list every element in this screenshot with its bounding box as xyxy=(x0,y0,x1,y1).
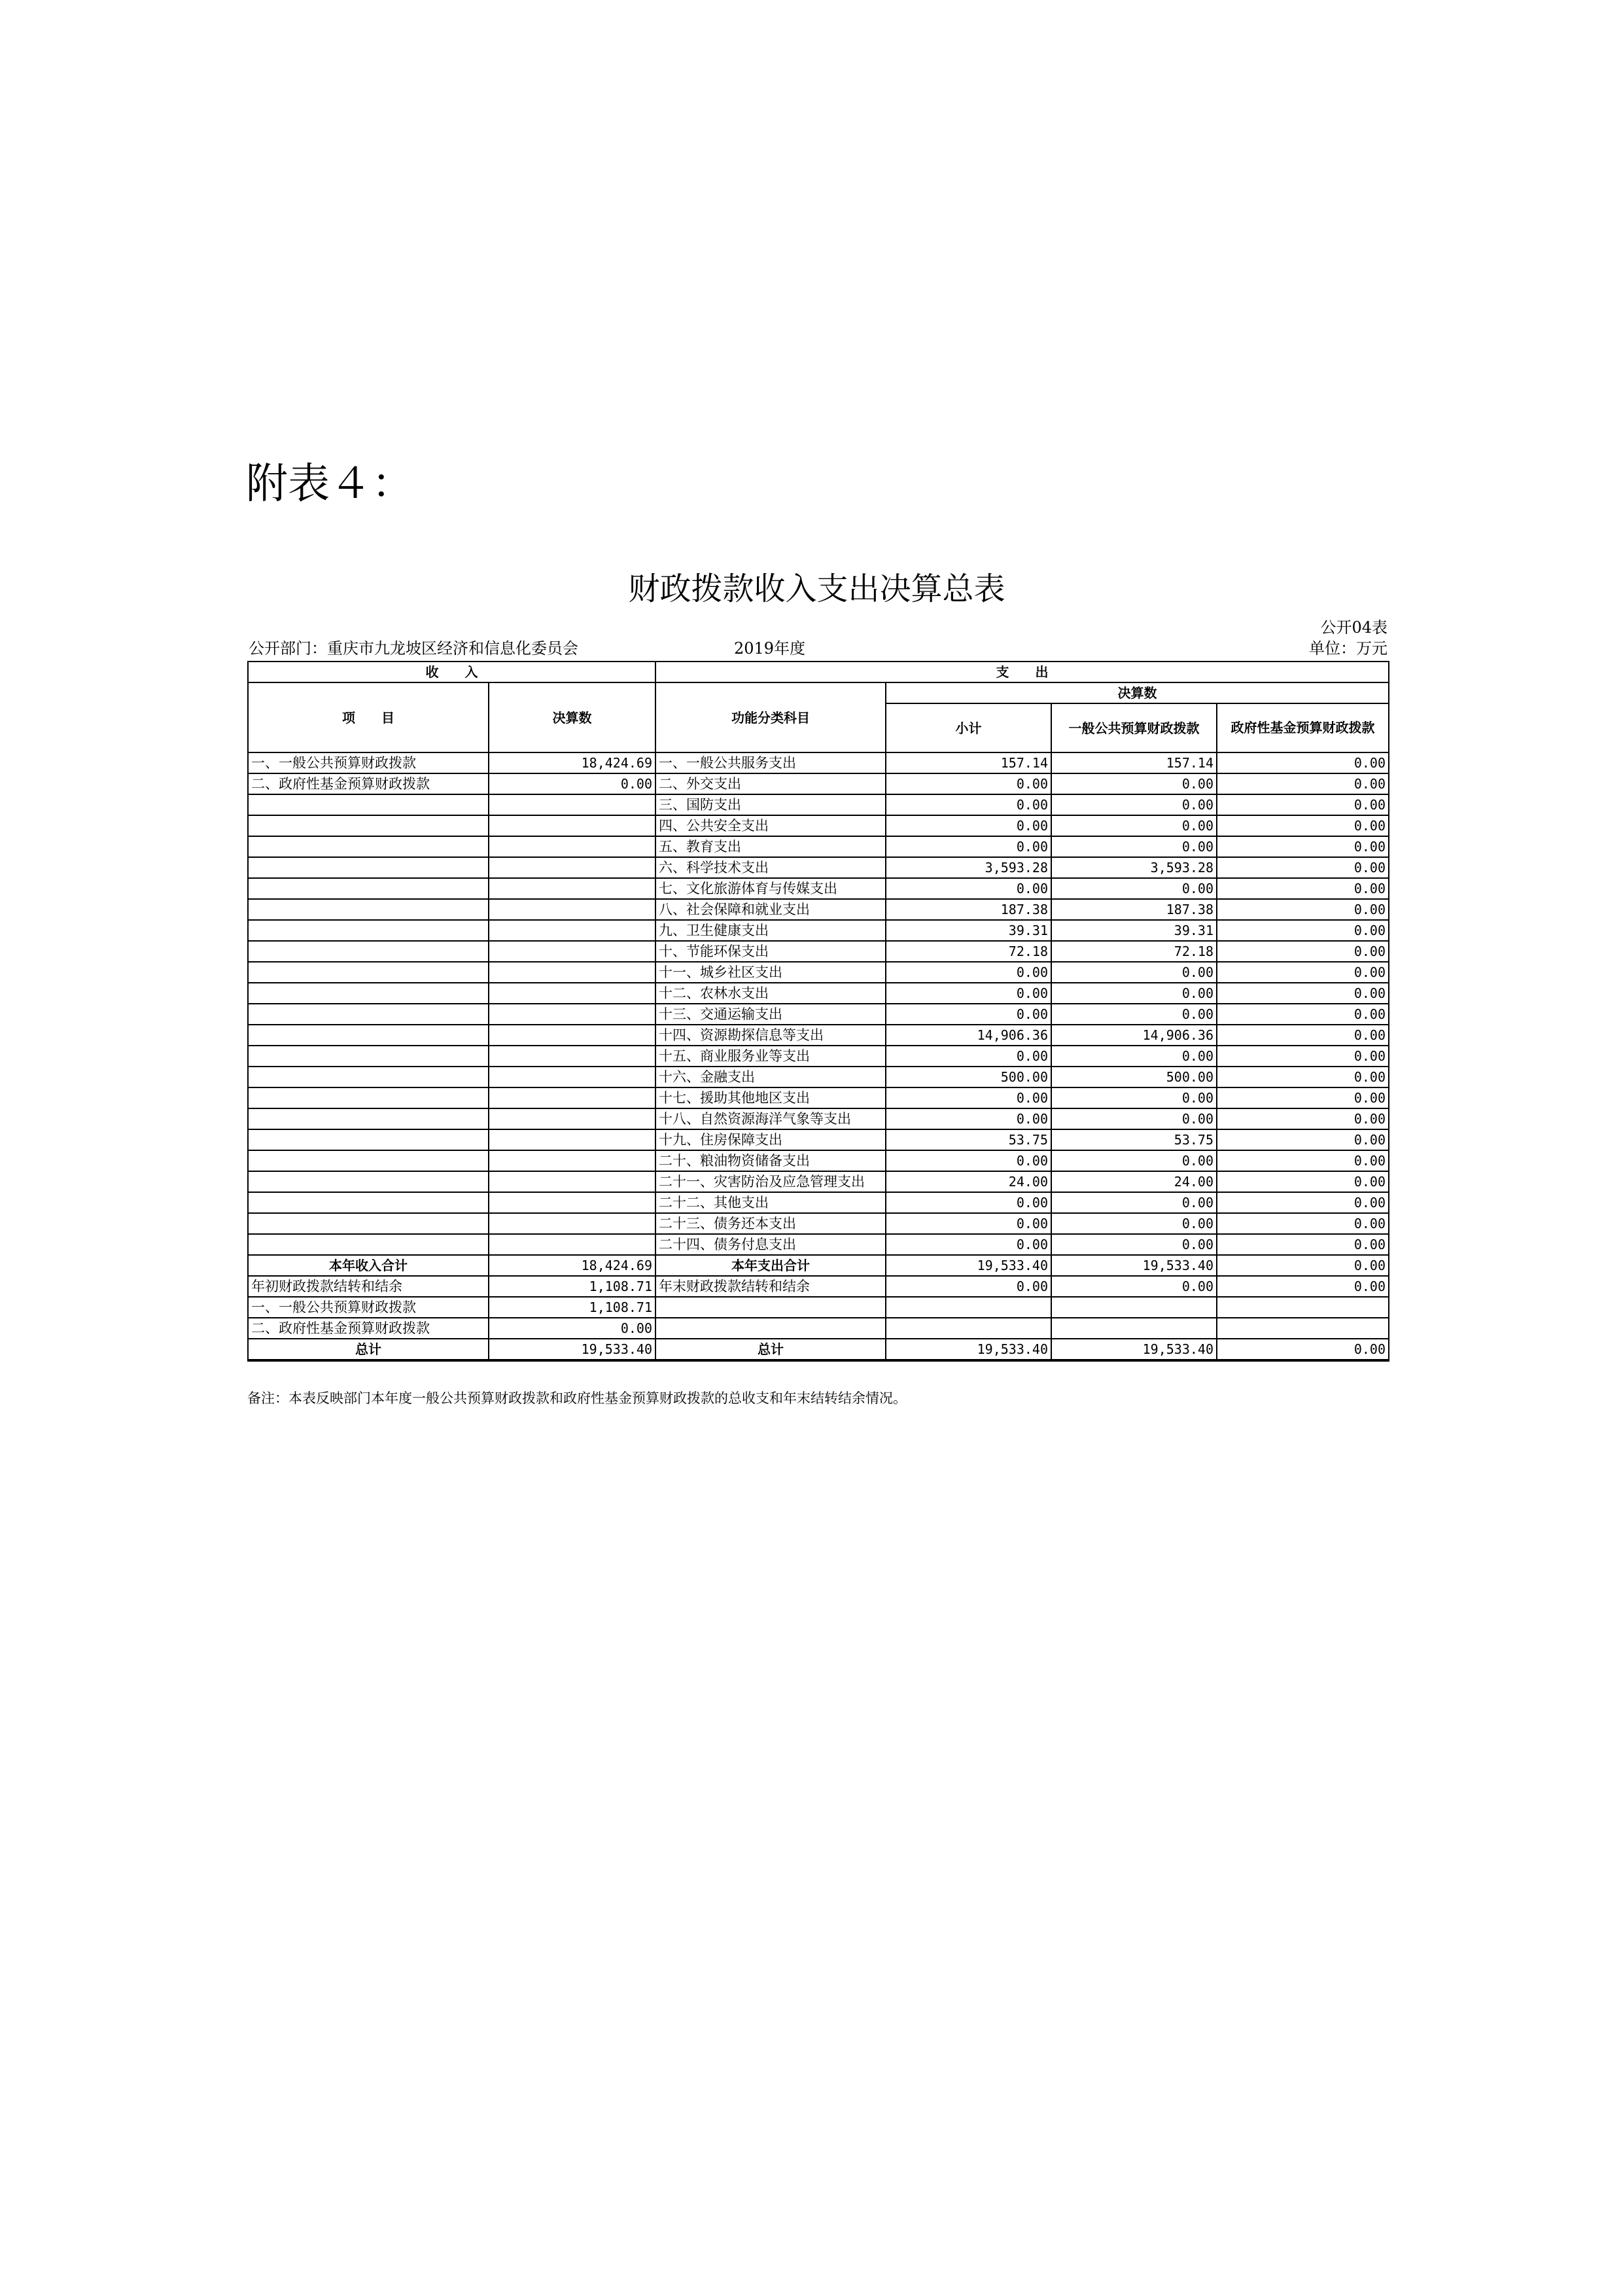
income-amount-cell xyxy=(489,836,655,857)
gov-fund-cell: 0.00 xyxy=(1217,1255,1389,1276)
general-budget-cell: 157.14 xyxy=(1051,752,1217,773)
income-amount-cell xyxy=(489,1025,655,1046)
income-item-cell xyxy=(248,1087,489,1108)
department-label: 公开部门：重庆市九龙坡区经济和信息化委员会 xyxy=(249,639,578,658)
expense-item-cell: 十六、金融支出 xyxy=(655,1067,886,1087)
income-item-cell xyxy=(248,815,489,836)
income-item-cell xyxy=(248,1150,489,1171)
table-row xyxy=(248,941,1389,962)
subtotal-cell: 187.38 xyxy=(886,899,1051,920)
subtotal-cell: 0.00 xyxy=(886,1004,1051,1025)
general-budget-cell: 0.00 xyxy=(1051,1150,1217,1171)
gov-fund-cell: 0.00 xyxy=(1217,773,1389,794)
subtotal-cell: 0.00 xyxy=(886,815,1051,836)
header-row-sub xyxy=(248,682,1389,703)
gov-fund-cell: 0.00 xyxy=(1217,920,1389,941)
gov-fund-cell: 0.00 xyxy=(1217,962,1389,983)
income-item-cell xyxy=(248,1192,489,1213)
subtotal-cell: 0.00 xyxy=(886,1234,1051,1255)
table-row xyxy=(248,1150,1389,1171)
expense-item-cell: 二、外交支出 xyxy=(655,773,886,794)
income-amount-cell xyxy=(489,1192,655,1213)
income-amount-cell: 1,108.71 xyxy=(489,1297,655,1318)
expense-item-cell: 十二、农林水支出 xyxy=(655,983,886,1004)
gov-fund-cell: 0.00 xyxy=(1217,899,1389,920)
footnote: 备注：本表反映部门本年度一般公共预算财政拨款和政府性基金预算财政拨款的总收支和年末结转结余情况。 xyxy=(247,1390,907,1406)
budget-table xyxy=(247,661,1389,1362)
gov-fund-cell: 0.00 xyxy=(1217,1129,1389,1150)
general-budget-cell: 53.75 xyxy=(1051,1129,1217,1150)
income-amount-cell xyxy=(489,857,655,878)
table-row xyxy=(248,1108,1389,1129)
subtotal-cell: 0.00 xyxy=(886,794,1051,815)
income-amount-cell: 0.00 xyxy=(489,1318,655,1339)
gov-fund-cell: 0.00 xyxy=(1217,815,1389,836)
expense-item-cell: 十、节能环保支出 xyxy=(655,941,886,962)
header-row-groups xyxy=(248,662,1389,682)
gov-fund-cell: 0.00 xyxy=(1217,1004,1389,1025)
empty-cell xyxy=(1217,1297,1389,1318)
general-budget-cell: 0.00 xyxy=(1051,1192,1217,1213)
empty-cell xyxy=(655,1297,886,1318)
subtotal-cell: 0.00 xyxy=(886,1108,1051,1129)
table-row xyxy=(248,920,1389,941)
table-row xyxy=(248,752,1389,773)
income-amount-cell xyxy=(489,1234,655,1255)
table-row xyxy=(248,773,1389,794)
income-item-cell xyxy=(248,1004,489,1025)
subtotal-cell: 0.00 xyxy=(886,1087,1051,1108)
income-amount-cell xyxy=(489,941,655,962)
table-row xyxy=(248,1213,1389,1234)
general-budget-cell: 0.00 xyxy=(1051,878,1217,899)
table-row xyxy=(248,1046,1389,1067)
income-item-cell: 二、政府性基金预算财政拨款 xyxy=(248,773,489,794)
subtotal-cell: 0.00 xyxy=(886,1276,1051,1297)
income-item-cell xyxy=(248,1234,489,1255)
item-header: 项 目 xyxy=(248,682,489,752)
income-item-cell xyxy=(248,962,489,983)
general-budget-cell: 19,533.40 xyxy=(1051,1339,1217,1360)
expense-item-cell: 本年支出合计 xyxy=(655,1255,886,1276)
income-item-cell xyxy=(248,836,489,857)
expense-item-cell: 一、一般公共服务支出 xyxy=(655,752,886,773)
gov-fund-cell: 0.00 xyxy=(1217,1046,1389,1067)
subtotal-cell: 19,533.40 xyxy=(886,1339,1051,1360)
income-item-cell xyxy=(248,899,489,920)
expense-item-cell: 九、卫生健康支出 xyxy=(655,920,886,941)
expense-item-cell: 十八、自然资源海洋气象等支出 xyxy=(655,1108,886,1129)
table-row xyxy=(248,1171,1389,1192)
income-amount-cell: 18,424.69 xyxy=(489,1255,655,1276)
general-budget-cell: 500.00 xyxy=(1051,1067,1217,1087)
subtotal-cell: 14,906.36 xyxy=(886,1025,1051,1046)
empty-cell xyxy=(1051,1297,1217,1318)
subtotal-cell: 0.00 xyxy=(886,836,1051,857)
expense-item-cell: 五、教育支出 xyxy=(655,836,886,857)
empty-cell xyxy=(1217,1318,1389,1339)
table-row xyxy=(248,1067,1389,1087)
table-body xyxy=(248,662,1389,1360)
income-amount-cell xyxy=(489,1087,655,1108)
income-item-cell: 年初财政拨款结转和结余 xyxy=(248,1276,489,1297)
income-amount-cell xyxy=(489,878,655,899)
income-amount-cell xyxy=(489,899,655,920)
table-row xyxy=(248,1025,1389,1046)
table-row xyxy=(248,983,1389,1004)
income-item-cell xyxy=(248,1108,489,1129)
general-budget-cell: 0.00 xyxy=(1051,1213,1217,1234)
table-row xyxy=(248,1192,1389,1213)
income-amount-cell: 1,108.71 xyxy=(489,1276,655,1297)
page-title: 财政拨款收入支出决算总表 xyxy=(628,571,1005,607)
table-row xyxy=(248,899,1389,920)
gov-fund-header: 政府性基金预算财政拨款 xyxy=(1217,703,1389,752)
gov-fund-cell: 0.00 xyxy=(1217,794,1389,815)
subtotal-cell: 0.00 xyxy=(886,1213,1051,1234)
gov-fund-cell: 0.00 xyxy=(1217,1108,1389,1129)
income-amount-cell xyxy=(489,1150,655,1171)
table-row xyxy=(248,857,1389,878)
income-item-cell: 二、政府性基金预算财政拨款 xyxy=(248,1318,489,1339)
expense-item-cell: 七、文化旅游体育与传媒支出 xyxy=(655,878,886,899)
general-budget-cell: 39.31 xyxy=(1051,920,1217,941)
income-amount-cell: 19,533.40 xyxy=(489,1339,655,1360)
general-budget-cell: 0.00 xyxy=(1051,773,1217,794)
income-item-cell xyxy=(248,920,489,941)
gov-fund-cell: 0.00 xyxy=(1217,941,1389,962)
empty-cell xyxy=(886,1297,1051,1318)
carryover-row xyxy=(248,1276,1389,1297)
gov-fund-cell: 0.00 xyxy=(1217,1171,1389,1192)
table-row xyxy=(248,1234,1389,1255)
subtotal-cell: 3,593.28 xyxy=(886,857,1051,878)
gov-fund-cell: 0.00 xyxy=(1217,1192,1389,1213)
gov-fund-cell: 0.00 xyxy=(1217,878,1389,899)
expense-item-cell: 十五、商业服务业等支出 xyxy=(655,1046,886,1067)
income-item-cell xyxy=(248,794,489,815)
general-budget-header: 一般公共预算财政拨款 xyxy=(1051,703,1217,752)
income-item-cell xyxy=(248,1025,489,1046)
subtotal-cell: 157.14 xyxy=(886,752,1051,773)
general-budget-cell: 0.00 xyxy=(1051,1004,1217,1025)
income-item-cell xyxy=(248,1046,489,1067)
gov-fund-cell: 0.00 xyxy=(1217,1276,1389,1297)
table-row xyxy=(248,836,1389,857)
table-row xyxy=(248,878,1389,899)
general-budget-cell: 0.00 xyxy=(1051,1234,1217,1255)
income-item-cell xyxy=(248,1129,489,1150)
expense-item-cell: 四、公共安全支出 xyxy=(655,815,886,836)
general-budget-cell: 14,906.36 xyxy=(1051,1025,1217,1046)
expense-item-cell: 十七、援助其他地区支出 xyxy=(655,1087,886,1108)
gov-fund-cell: 0.00 xyxy=(1217,1087,1389,1108)
income-group-header: 收 入 xyxy=(248,662,655,682)
subtotal-cell: 500.00 xyxy=(886,1067,1051,1087)
expense-item-cell: 十四、资源勘探信息等支出 xyxy=(655,1025,886,1046)
income-item-cell xyxy=(248,857,489,878)
income-item-cell: 一、一般公共预算财政拨款 xyxy=(248,1297,489,1318)
appendix-heading: 附表４： xyxy=(246,460,413,508)
table-row xyxy=(248,962,1389,983)
general-budget-cell: 187.38 xyxy=(1051,899,1217,920)
general-budget-cell: 0.00 xyxy=(1051,1108,1217,1129)
income-amount-cell xyxy=(489,1108,655,1129)
grand-total-row xyxy=(248,1339,1389,1360)
expense-item-cell: 三、国防支出 xyxy=(655,794,886,815)
empty-cell xyxy=(886,1318,1051,1339)
income-item-cell xyxy=(248,1067,489,1087)
fiscal-year: 2019年度 xyxy=(734,639,806,658)
income-amount-cell xyxy=(489,794,655,815)
table-row xyxy=(248,1129,1389,1150)
general-budget-cell: 72.18 xyxy=(1051,941,1217,962)
gov-fund-cell: 0.00 xyxy=(1217,857,1389,878)
income-item-cell xyxy=(248,983,489,1004)
gov-fund-cell: 0.00 xyxy=(1217,1025,1389,1046)
income-item-cell: 本年收入合计 xyxy=(248,1255,489,1276)
expense-item-cell: 六、科学技术支出 xyxy=(655,857,886,878)
year-total-row xyxy=(248,1255,1389,1276)
general-budget-cell: 0.00 xyxy=(1051,962,1217,983)
income-item-cell xyxy=(248,941,489,962)
income-item-cell: 一、一般公共预算财政拨款 xyxy=(248,752,489,773)
general-budget-cell: 0.00 xyxy=(1051,815,1217,836)
subtotal-cell: 0.00 xyxy=(886,1150,1051,1171)
subtotal-cell: 39.31 xyxy=(886,920,1051,941)
table-row xyxy=(248,815,1389,836)
income-amount-cell xyxy=(489,1129,655,1150)
expense-item-cell: 二十、粮油物资储备支出 xyxy=(655,1150,886,1171)
general-budget-cell: 0.00 xyxy=(1051,1276,1217,1297)
income-amount-cell xyxy=(489,815,655,836)
table-row xyxy=(248,1087,1389,1108)
subtotal-cell: 19,533.40 xyxy=(886,1255,1051,1276)
expense-item-cell: 十三、交通运输支出 xyxy=(655,1004,886,1025)
unit-label: 单位：万元 xyxy=(1309,639,1387,658)
general-budget-cell: 0.00 xyxy=(1051,983,1217,1004)
gov-fund-cell: 0.00 xyxy=(1217,752,1389,773)
subtotal-cell: 0.00 xyxy=(886,1192,1051,1213)
income-item-cell xyxy=(248,1213,489,1234)
income-item-cell xyxy=(248,1171,489,1192)
table-row xyxy=(248,1004,1389,1025)
subtotal-cell: 72.18 xyxy=(886,941,1051,962)
subtotal-header: 小计 xyxy=(886,703,1051,752)
expense-group-header: 支 出 xyxy=(655,662,1389,682)
expense-item-cell: 十九、住房保障支出 xyxy=(655,1129,886,1150)
empty-cell xyxy=(1051,1318,1217,1339)
final-header: 决算数 xyxy=(886,682,1389,703)
income-amount-cell: 0.00 xyxy=(489,773,655,794)
empty-cell xyxy=(655,1318,886,1339)
expense-item-cell: 二十二、其他支出 xyxy=(655,1192,886,1213)
income-amount-cell xyxy=(489,1004,655,1025)
expense-item-cell: 二十一、灾害防治及应急管理支出 xyxy=(655,1171,886,1192)
subtotal-cell: 53.75 xyxy=(886,1129,1051,1150)
income-amount-cell xyxy=(489,1046,655,1067)
income-item-cell: 总计 xyxy=(248,1339,489,1360)
income-amount-cell xyxy=(489,983,655,1004)
subtotal-cell: 0.00 xyxy=(886,962,1051,983)
general-budget-cell: 19,533.40 xyxy=(1051,1255,1217,1276)
gov-fund-cell: 0.00 xyxy=(1217,1213,1389,1234)
expense-item-cell: 八、社会保障和就业支出 xyxy=(655,899,886,920)
expense-item-cell: 总计 xyxy=(655,1339,886,1360)
amount-header: 决算数 xyxy=(489,682,655,752)
subtotal-cell: 0.00 xyxy=(886,773,1051,794)
carryover-detail-row xyxy=(248,1297,1389,1318)
income-amount-cell xyxy=(489,962,655,983)
general-budget-cell: 0.00 xyxy=(1051,836,1217,857)
expense-item-cell: 年末财政拨款结转和结余 xyxy=(655,1276,886,1297)
form-number: 公开04表 xyxy=(1320,618,1387,637)
expense-item-cell: 十一、城乡社区支出 xyxy=(655,962,886,983)
expense-item-cell: 二十四、债务付息支出 xyxy=(655,1234,886,1255)
income-amount-cell xyxy=(489,1171,655,1192)
income-amount-cell xyxy=(489,920,655,941)
income-amount-cell xyxy=(489,1067,655,1087)
gov-fund-cell: 0.00 xyxy=(1217,1067,1389,1087)
subtotal-cell: 24.00 xyxy=(886,1171,1051,1192)
general-budget-cell: 0.00 xyxy=(1051,1087,1217,1108)
gov-fund-cell: 0.00 xyxy=(1217,1150,1389,1171)
subtotal-cell: 0.00 xyxy=(886,878,1051,899)
table-row xyxy=(248,794,1389,815)
income-item-cell xyxy=(248,878,489,899)
gov-fund-cell: 0.00 xyxy=(1217,836,1389,857)
carryover-detail-row xyxy=(248,1318,1389,1339)
general-budget-cell: 0.00 xyxy=(1051,1046,1217,1067)
gov-fund-cell: 0.00 xyxy=(1217,1234,1389,1255)
general-budget-cell: 3,593.28 xyxy=(1051,857,1217,878)
gov-fund-cell: 0.00 xyxy=(1217,983,1389,1004)
subtotal-cell: 0.00 xyxy=(886,983,1051,1004)
income-amount-cell: 18,424.69 xyxy=(489,752,655,773)
expense-item-cell: 二十三、债务还本支出 xyxy=(655,1213,886,1234)
general-budget-cell: 0.00 xyxy=(1051,794,1217,815)
income-amount-cell xyxy=(489,1213,655,1234)
gov-fund-cell: 0.00 xyxy=(1217,1339,1389,1360)
subtotal-cell: 0.00 xyxy=(886,1046,1051,1067)
function-header: 功能分类科目 xyxy=(655,682,886,752)
general-budget-cell: 24.00 xyxy=(1051,1171,1217,1192)
